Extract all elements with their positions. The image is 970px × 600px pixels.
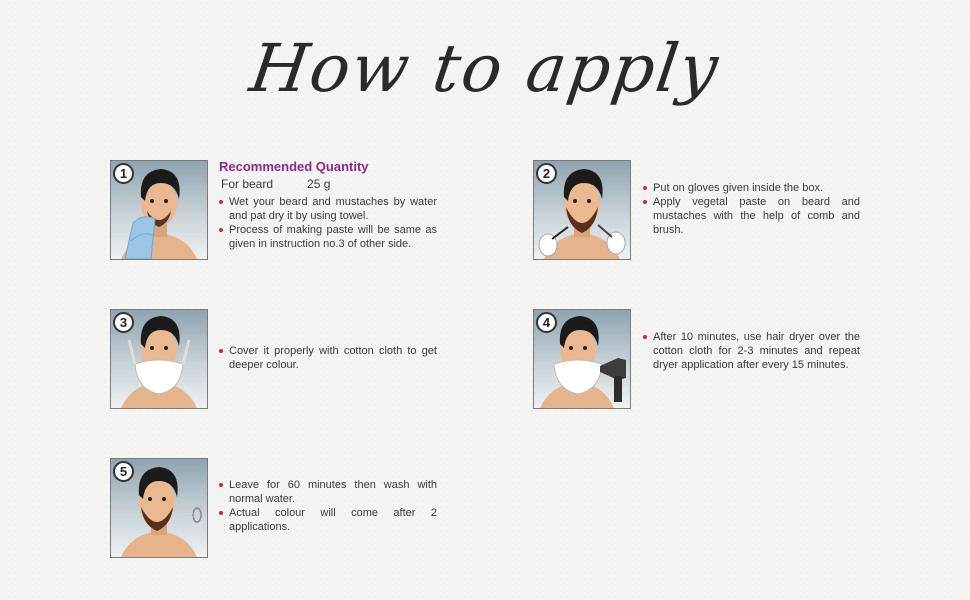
step-3-text (219, 344, 437, 372)
step-2-illustration (533, 160, 631, 260)
step-number-badge: 4 (536, 312, 557, 333)
step-1-bullet: Wet your beard and mustaches by water and pat dry it by using towel. (219, 195, 437, 223)
step-1-text (219, 160, 437, 251)
recommended-quantity-row (219, 177, 437, 191)
step-1-illustration (110, 160, 208, 260)
step-1-bullet: Process of making paste will be same as given in instruction no.3 of other side. (219, 223, 437, 251)
step-5-bullet: Leave for 60 minutes then wash with normal water. (219, 478, 437, 506)
step-5-illustration (110, 458, 208, 558)
step-3-bullet: Cover it properly with cotton cloth to get deeper colour. (219, 344, 437, 372)
step-number-badge: 5 (113, 461, 134, 482)
step-5-text (219, 478, 437, 534)
step-2-bullet: Apply vegetal paste on beard and mustaches with the help of comb and brush. (643, 195, 860, 237)
step-4-bullet: After 10 minutes, use hair dryer over the cotton cloth for 2-3 minutes and repeat dryer application after every 15 minutes. (643, 330, 860, 372)
step-number-badge: 3 (113, 312, 134, 333)
recommended-quantity-heading: Recommended Quantity (219, 159, 369, 174)
step-3-illustration (110, 309, 208, 409)
step-4-text (643, 330, 860, 372)
step-2-bullet: Put on gloves given inside the box. (643, 181, 860, 195)
quantity-label: For beard (221, 177, 274, 191)
step-2-text (643, 181, 860, 237)
step-number-badge: 1 (113, 163, 134, 184)
page-title: How to apply (245, 30, 725, 107)
step-number-badge: 2 (536, 163, 557, 184)
step-4-illustration (533, 309, 631, 409)
quantity-value: 25 g (307, 177, 331, 191)
step-5-bullet: Actual colour will come after 2 applications. (219, 506, 437, 534)
